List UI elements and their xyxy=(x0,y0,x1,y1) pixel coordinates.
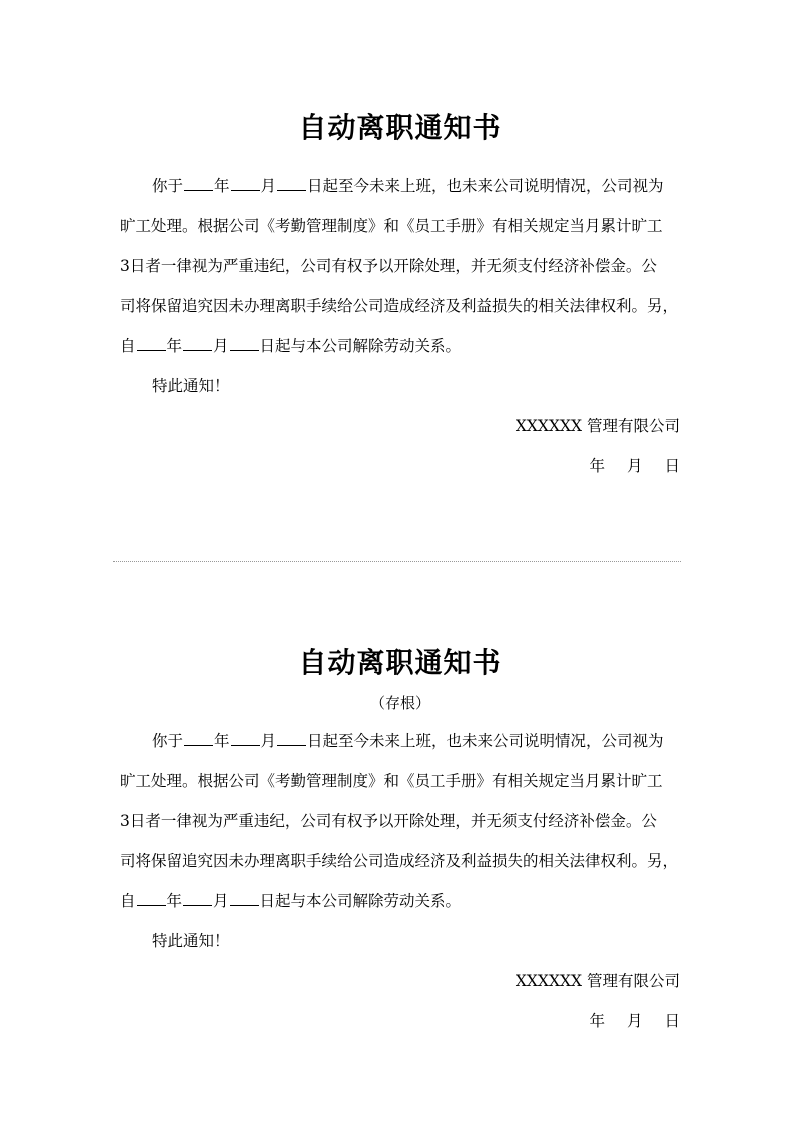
text-fragment: 你于 xyxy=(152,177,184,195)
blank-day-field[interactable] xyxy=(230,336,259,351)
signature-date xyxy=(120,1001,680,1041)
cut-line-divider xyxy=(113,561,681,562)
body-line-3: 3日者一律视为严重违纪，公司有权予以开除处理，并无须支付经济补偿金。公 xyxy=(120,812,657,830)
company-signature: XXXXXX 管理有限公司 xyxy=(515,972,680,990)
text-fragment: 日起至今未来上班，也未来公司说明情况，公司视为 xyxy=(307,732,664,750)
body-line-4: 司将保留追究因未办理离职手续给公司造成经济及利益损失的相关法律权利。另， xyxy=(120,297,679,315)
notice-body xyxy=(120,166,680,406)
body-line-5 xyxy=(120,326,680,366)
text-fragment: 月 xyxy=(213,337,229,355)
text-fragment: 日起与本公司解除劳动关系。 xyxy=(259,892,462,910)
text-fragment: 你于 xyxy=(152,732,184,750)
blank-year-field[interactable] xyxy=(184,176,213,191)
text-fragment: 月 xyxy=(260,732,277,750)
body-line-1 xyxy=(120,721,680,761)
date-day: 日 xyxy=(664,1012,680,1030)
stub-label: （存根） xyxy=(369,694,430,712)
body-line-2: 旷工处理。根据公司《考勤管理制度》和《员工手册》有相关规定当月累计旷工 xyxy=(120,217,663,235)
date-month: 月 xyxy=(626,1012,643,1030)
body-line-5 xyxy=(120,881,680,921)
notice-stub xyxy=(120,643,680,1041)
text-fragment: 年 xyxy=(166,337,183,355)
text-fragment: 年 xyxy=(166,892,183,910)
blank-month-field[interactable] xyxy=(183,891,212,906)
date-year: 年 xyxy=(589,457,605,475)
closing-text: 特此通知！ xyxy=(152,932,230,950)
signature-date xyxy=(120,446,680,486)
blank-month-field[interactable] xyxy=(231,176,260,191)
body-line-3: 3日者一律视为严重违纪，公司有权予以开除处理，并无须支付经济补偿金。公 xyxy=(120,257,657,275)
text-fragment: 自 xyxy=(120,337,136,355)
blank-day-field[interactable] xyxy=(277,731,306,746)
blank-day-field[interactable] xyxy=(277,176,306,191)
closing-text: 特此通知！ xyxy=(152,377,230,395)
blank-month-field[interactable] xyxy=(183,336,212,351)
text-fragment: 日起至今未来上班，也未来公司说明情况，公司视为 xyxy=(307,177,664,195)
body-line-2: 旷工处理。根据公司《考勤管理制度》和《员工手册》有相关规定当月累计旷工 xyxy=(120,772,663,790)
text-fragment: 自 xyxy=(120,892,136,910)
blank-day-field[interactable] xyxy=(230,891,259,906)
blank-year-field[interactable] xyxy=(137,891,166,906)
text-fragment: 月 xyxy=(213,892,229,910)
date-month: 月 xyxy=(626,457,643,475)
blank-month-field[interactable] xyxy=(231,731,260,746)
text-fragment: 年 xyxy=(214,732,230,750)
blank-year-field[interactable] xyxy=(137,336,166,351)
body-line-4: 司将保留追究因未办理离职手续给公司造成经济及利益损失的相关法律权利。另， xyxy=(120,852,679,870)
notice-title: 自动离职通知书 xyxy=(298,646,502,679)
notice-main xyxy=(120,108,680,486)
date-year: 年 xyxy=(589,1012,605,1030)
blank-year-field[interactable] xyxy=(184,731,213,746)
notice-title: 自动离职通知书 xyxy=(298,111,502,144)
company-signature: XXXXXX 管理有限公司 xyxy=(515,417,680,435)
body-line-1 xyxy=(120,166,680,206)
date-day: 日 xyxy=(664,457,680,475)
text-fragment: 年 xyxy=(214,177,230,195)
text-fragment: 日起与本公司解除劳动关系。 xyxy=(259,337,462,355)
text-fragment: 月 xyxy=(260,177,277,195)
notice-body xyxy=(120,721,680,961)
